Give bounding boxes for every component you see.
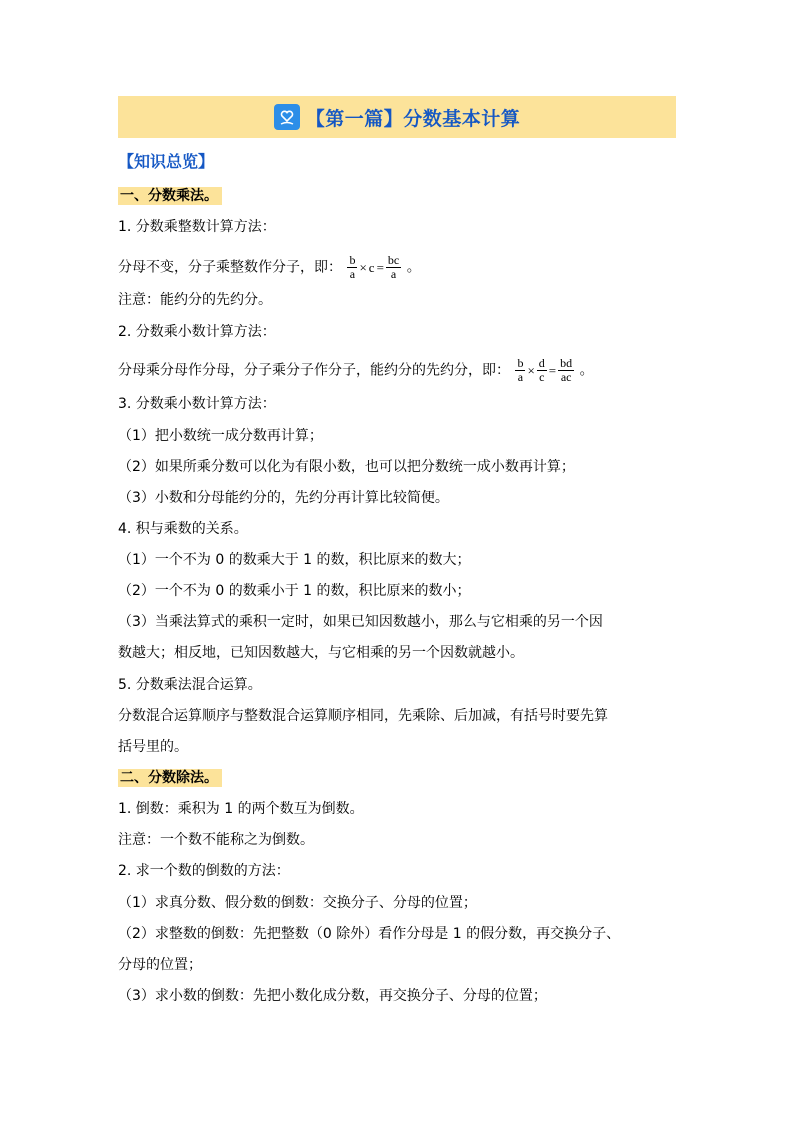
- text-line: 4. 积与乘数的关系。: [118, 521, 248, 537]
- section-2-heading: 二、分数除法。: [118, 769, 222, 787]
- text-line: 括号里的。: [118, 739, 188, 755]
- text-line: （1）求真分数、假分数的倒数：交换分子、分母的位置；: [118, 895, 477, 911]
- title-bar: [118, 96, 676, 138]
- text-line: （3）求小数的倒数：先把小数化成分数，再交换分子、分母的位置；: [118, 988, 547, 1004]
- fraction: $\frac{bd}{ac}$: [560, 356, 573, 384]
- text-line: （1）把小数统一成分数再计算；: [118, 428, 323, 444]
- page-title: 【第一篇】分数基本计算: [305, 107, 521, 130]
- text: 。: [406, 259, 421, 276]
- text-line: 注意：一个数不能称之为倒数。: [118, 832, 314, 848]
- formula-line-2: [118, 357, 594, 384]
- text-line: （2）如果所乘分数可以化为有限小数，也可以把分数统一成小数再计算；: [118, 459, 575, 475]
- times-sign: ×: [527, 362, 535, 378]
- equals-sign: =: [376, 259, 384, 275]
- text-line: 数越大；相反地，已知因数越大，与它相乘的另一个因数就越小。: [118, 645, 524, 661]
- text-line: 3. 分数乘小数计算方法：: [118, 396, 276, 412]
- text-line: 2. 求一个数的倒数的方法：: [118, 863, 290, 879]
- heart-book-icon: [274, 104, 300, 130]
- text-line: 1. 倒数：乘积为 1 的两个数互为倒数。: [118, 801, 364, 817]
- fraction: $\frac{b}{a}$: [517, 356, 524, 384]
- text-line: （1）一个不为 0 的数乘大于 1 的数，积比原来的数大；: [118, 552, 471, 568]
- fraction: $\frac{d}{c}$: [538, 356, 545, 384]
- text-line: 分母的位置；: [118, 957, 202, 973]
- equals-sign: =: [548, 362, 557, 378]
- text-line: 5. 分数乘法混合运算。: [118, 677, 262, 693]
- fraction: $\frac{b}{a}$: [349, 253, 356, 281]
- text: 分母不变，分子乘整数作分子，即：: [118, 259, 342, 276]
- text: 。: [579, 362, 594, 379]
- text-line: 1. 分数乘整数计算方法：: [118, 219, 276, 235]
- text-line: （2）一个不为 0 的数乘小于 1 的数，积比原来的数小；: [118, 583, 471, 599]
- times-sign: ×: [359, 259, 367, 275]
- text-line: 注意：能约分的先约分。: [118, 292, 272, 308]
- fraction: $\frac{bc}{a}$: [387, 253, 400, 281]
- section-1-heading: 一、分数乘法。: [118, 187, 222, 205]
- overview-heading: 【知识总览】: [118, 152, 215, 171]
- formula-line-1: [118, 254, 421, 281]
- text-line: 分数混合运算顺序与整数混合运算顺序相同，先乘除、后加减，有括号时要先算: [118, 708, 608, 724]
- text-line: （2）求整数的倒数：先把整数（0 除外）看作分母是 1 的假分数，再交换分子、: [118, 926, 621, 942]
- variable: c: [368, 259, 375, 275]
- text: 分母乘分母作分母，分子乘分子作分子，能约分的先约分，即：: [118, 362, 510, 379]
- text-line: （3）小数和分母能约分的，先约分再计算比较简便。: [118, 490, 449, 506]
- text-line: （3）当乘法算式的乘积一定时，如果已知因数越小，那么与它相乘的另一个因: [118, 614, 603, 630]
- text-line: 2. 分数乘小数计算方法：: [118, 324, 276, 340]
